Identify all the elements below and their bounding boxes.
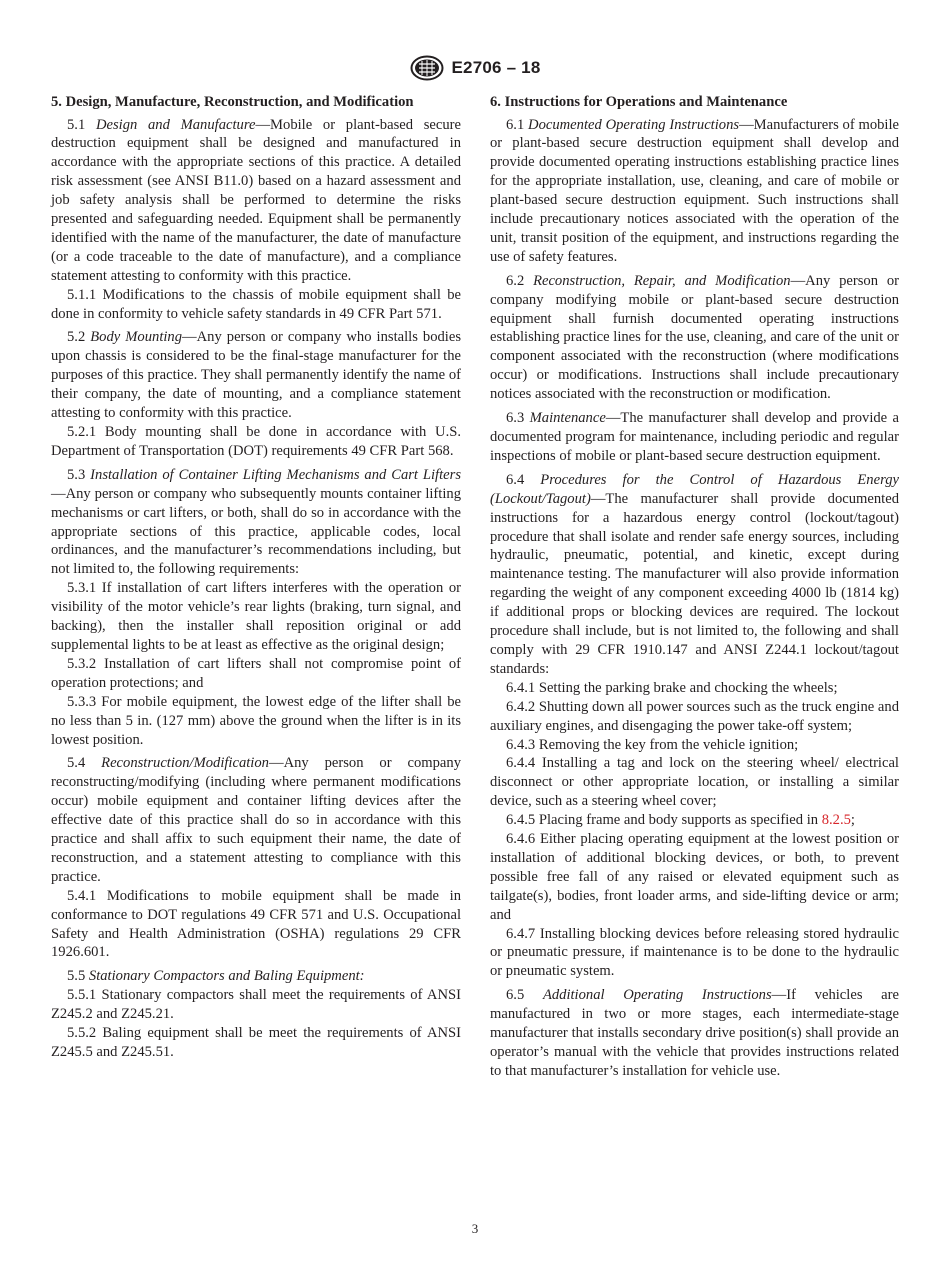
paragraph-6-4: 6.4 Procedures for the Control of Hazardous Energy (Lockout/Tagout)—The manufacturer shall provide documented instructions for a hazardous energy control (lockout/tagout) procedure that shall isolate and render safe energy sources, including hydraulic, pneumatic, potential, and kinetic, except during maintenance testing. The manufacturer will also provide information regarding the weight of any component exceeding 4000 lb (1814 kg) if additional props or blocking devices are required. The lockout procedure shall include, but is not limited to, the following and shall comply with 29 CFR 1910.147 and ANSI Z244.1 lockout/tagout standards: — [490, 471, 899, 677]
paragraph-6-4-6: 6.4.6 Either placing operating equipment at the lowest position or installation of additional blocking devices, or both, to prevent possible free fall of any raised or elevated equipment such as tailgate(s), bodies, front loader arms, and side-lifting device or arm; and — [490, 831, 899, 923]
paragraph-5-5-2: 5.5.2 Baling equipment shall be meet the requirements of ANSI Z245.5 and Z245.51. — [51, 1025, 461, 1060]
paragraph-5-1-1: 5.1.1 Modifications to the chassis of mobile equipment shall be done in conformity to vehicle safety standards in 49 CFR Part 571. — [51, 286, 461, 322]
section-8-2-5-link[interactable]: 8.2.5 — [821, 812, 851, 829]
paragraph-5-5-1: 5.5.1 Stationary compactors shall meet the requirements of ANSI Z245.2 and Z245.21. — [51, 987, 461, 1023]
designation: E2706 – 18 — [451, 58, 541, 77]
left-column — [51, 93, 461, 1062]
paragraph-6-4-4: 6.4.4 Installing a tag and lock on the steering wheel/ electrical disconnect or other appropriate location, or installing a similar device, such as a steering wheel cover; — [490, 755, 899, 810]
paragraph-5-3-1: 5.3.1 If installation of cart lifters interferes with the operation or visibility of the motor vehicle’s rear lights (braking, turn signal, and backing), then the installer shall reposition original or add supplemental lights to be at least as effective as the original design; — [51, 580, 461, 653]
paragraph-5-5: 5.5 Stationary Compactors and Baling Equipment: — [67, 968, 365, 985]
paragraph-5-1: 5.1 Design and Manufacture—Mobile or plant-based secure destruction equipment shall be designed and manufactured in accordance with the appropriate sections of this practice. A detailed risk assessment (see ANSI B11.0) based on a hazard assessment and job safety analysis shall be performed to determine the risks presented and safeguarding needed. Equipment shall be permanently identified with the name of the manufacturer, the date of manufacture (or a code traceable to the date of manufacture), and a compliance statement attesting to conformity with this practice. — [51, 116, 462, 284]
paragraph-6-4-2: 6.4.2 Shutting down all power sources such as the truck engine and auxiliary engines, and disengaging the power take-off system; — [490, 698, 899, 734]
paragraph-6-4-3: 6.4.3 Removing the key from the vehicle ignition; — [506, 736, 799, 753]
paragraph-6-5: 6.5 Additional Operating Instructions—If vehicles are manufactured in two or more stages, each intermediate-stage manufacturer that installs secondary drive position(s) shall provide an operator’s manual with the vehicle that provides instructions related to that manufacturer’s installation for vehicle use. — [490, 987, 899, 1079]
astm-logo-icon — [410, 55, 444, 81]
section-5-heading: 5. Design, Manufacture, Reconstruction, and Modification — [51, 94, 414, 110]
paragraph-6-4-1: 6.4.1 Setting the parking brake and chocking the wheels; — [506, 679, 838, 696]
paragraph-5-2-1: 5.2.1 Body mounting shall be done in accordance with U.S. Department of Transportation (DOT) requirements 49 CFR Part 568. — [51, 424, 461, 459]
paragraph-5-4-1: 5.4.1 Modifications to mobile equipment shall be made in conformance to DOT regulations 49 CFR 571 and U.S. Occupational Safety and Health Administration (OSHA) regulations 29 CFR 1926.601. — [51, 887, 461, 961]
page-header — [0, 52, 950, 84]
paragraph-5-4: 5.4 Reconstruction/Modification—Any person or company reconstructing/modifying (including where permanent modifications occur) mobile equipment and container lifting devices after the effective date of this practice shall do so in accordance with this practice and shall affix to such equipment their name, the date of reconstruction, and a statement attesting to compliance with this practice. — [51, 755, 461, 885]
paragraph-5-3-3: 5.3.3 For mobile equipment, the lowest edge of the lifter shall be no less than 5 in. (127 mm) above the ground when the lifter is in its lowest position. — [51, 693, 461, 748]
paragraph-6-1: 6.1 Documented Operating Instructions—Manufacturers of mobile or plant-based secure destruction equipment shall develop and provide documented operating instructions establishing practice lines for the appropriate installation, use, cleaning, and care of mobile or plant-based secure destruction equipment. Such instructions shall include precautionary notices associated with the operation of the unit, transit position of the equipment, and instructions regarding the use of safety features. — [490, 116, 899, 265]
paragraph-6-3: 6.3 Maintenance—The manufacturer shall develop and provide a documented program for maintenance, including periodic and regular inspections of mobile or plant-based secure destruction equipment. — [490, 410, 899, 464]
paragraph-6-4-5: 6.4.5 Placing frame and body supports as specified in 8.2.5; — [506, 812, 855, 829]
paragraph-5-3-2: 5.3.2 Installation of cart lifters shall not compromise point of operation protections; and — [51, 655, 461, 691]
paragraph-5-2: 5.2 Body Mounting—Any person or company who installs bodies upon chassis is considered to be the final-stage manufacturer for the purposes of this practice. They shall permanently identify the name of their company, the date of mounting, and a compliance statement attesting to conformity with this practice. — [51, 329, 462, 422]
paragraph-6-4-7: 6.4.7 Installing blocking devices before releasing stored hydraulic or pneumatic pressure, if maintenance is to be done to the hydraulic or pneumatic system. — [490, 925, 899, 980]
right-column — [490, 93, 899, 1081]
paragraph-5-3: 5.3 Installation of Container Lifting Mechanisms and Cart Lifters—Any person or company who subsequently mounts container lifting mechanisms or cart lifters, or both, shall do so in accordance with the appropriate sections of this practice, applicable codes, local ordinances, and the manufacturer’s recommendations including, but not limited to, the following requirements: — [51, 466, 462, 578]
page-number: 3 — [471, 1221, 479, 1236]
paragraph-6-2: 6.2 Reconstruction, Repair, and Modification—Any person or company modifying mobile or plant-based secure destruction equipment shall furnish documented operating instructions establishing practice lines for the use, cleaning, and care of the unit or component associated with the reconstruction (where modifications occur) or modifications. Instructions shall include precautionary notices associated with the reconstruction or modification. — [490, 272, 899, 403]
section-6-heading: 6. Instructions for Operations and Maintenance — [490, 94, 788, 110]
